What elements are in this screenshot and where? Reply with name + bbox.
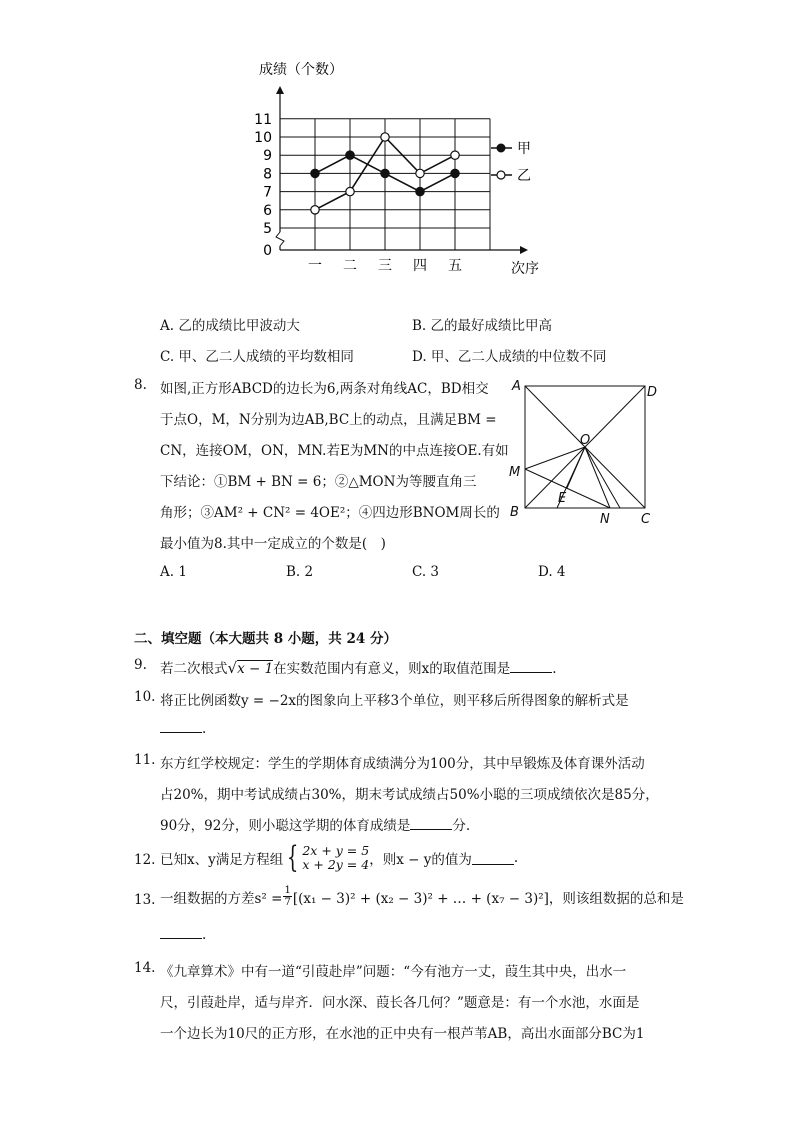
q8-option-c: C. 3 [412,564,440,580]
equation-1: 2x + y = 5 [302,843,370,858]
q14-line-3: 一个边长为10尺的正方形，在水池的正中央有一根芦苇AB，高出水面部分BC为1 [160,1026,645,1042]
q10-answer-line: . [160,720,206,737]
q11-line-3: 90分，92分，则小聪这学期的体育成绩是 分. [160,818,471,834]
q11-line-1: 东方红学校规定：学生的学期体育成绩满分为100分，其中早锻炼及体育课外活动 [160,756,645,772]
q14-number: 14. [134,960,156,976]
legend-marker-jia [497,144,505,152]
x-tick-label: 二 [343,258,357,274]
label-m: M [509,465,521,480]
q11-number: 11. [134,752,156,768]
data-point-jia [346,151,354,159]
square-geometry-figure [500,375,670,530]
y-axis-arrow [276,86,284,94]
data-point-yi [346,187,354,195]
q8-line-5: 角形；③AM² + CN² = 4OE²；④四边形BNOM周长的 [160,505,500,521]
q13-answer-blank[interactable] [160,926,202,939]
y-tick-label: 9 [263,148,272,165]
label-n: N [600,512,610,527]
q7-option-b: B. 乙的最好成绩比甲高 [412,318,553,334]
q13-number: 13. [134,892,156,908]
x-tick-label: 一 [308,258,322,274]
q8-line-1: 如图,正方形ABCD的边长为6,两条对角线AC，BD相交 [160,381,489,397]
y-tick-label: 10 [254,130,272,146]
y-tick-label: 6 [263,202,272,219]
label-o: O [580,433,591,448]
data-point-jia [381,169,389,177]
brace: { [287,840,299,875]
q11-line-2: 占20%，期中考试成绩占30%，期末考试成绩占50%小聪的三项成绩依次是85分， [160,787,659,803]
label-b: B [510,505,519,520]
y-tick-label: 5 [263,221,272,237]
y-tick-label: 7 [263,184,272,201]
y-tick-label: 11 [254,111,272,128]
y-tick-label: 8 [263,166,272,183]
sqrt-sign: √ [227,659,238,677]
chart-xlabel: 次序 [511,261,539,277]
q13-text: 一组数据的方差s² = $\frac{1}{7}$ [(x₁ − 3)² + (x₂ − 3)² + … + (x₇ − 3)²]，则该组数据的总和是 [160,885,684,908]
q13-answer-line: . [160,926,206,943]
score-line-chart [0,0,794,300]
q8-number: 8. [134,377,147,393]
q9-radicand: x − 1 [237,661,274,677]
q7-option-a: A. 乙的成绩比甲波动大 [160,318,300,334]
q14-line-1: 《九章算术》中有一道“引葭赴岸”问题：“今有池方一丈，葭生其中央，出水一 [160,964,627,980]
equation-system [302,844,369,872]
x-axis-arrow [520,246,528,254]
legend-label-yi: 乙 [517,168,531,184]
data-point-jia [311,169,319,177]
data-point-jia [416,187,424,195]
chart-ylabel: 成绩（个数） [259,62,343,78]
data-point-yi [451,151,459,159]
chart-legend [491,141,531,184]
q10-number: 10. [134,689,156,705]
label-a: A [512,379,521,394]
x-tick-labels [308,258,462,274]
x-tick-label: 四 [413,258,427,274]
q9-text: 若二次根式√x − 1在实数范围内有意义，则x的取值范围是 . [160,659,557,677]
q8-option-d: D. 4 [538,564,566,580]
data-point-yi [416,169,424,177]
data-point-yi [381,133,389,141]
q12-number: 12. [134,852,156,868]
fraction: $\frac{1}{7}$ [284,885,291,908]
q8-line-6: 最小值为8.其中一定成立的个数是( ) [160,536,386,552]
q9-answer-blank[interactable] [510,660,552,673]
data-point-jia [451,169,459,177]
x-tick-label: 三 [378,258,392,274]
q8-line-4: 下结论：①BM + BN = 6；②△MON为等腰直角三 [160,474,477,490]
q12-answer-blank[interactable] [472,852,514,865]
q7-option-c: C. 甲、乙二人成绩的平均数相同 [160,349,354,365]
x-tick-label: 五 [448,258,462,274]
q12-text: 已知x、y满足方程组 { 2x + y = 5 x + 2y = 4 ，则x − y的值为 . [160,840,519,875]
label-d: D [647,385,658,400]
section-heading-fill-in: 二、填空题（本大题共 8 小题，共 24 分） [134,631,397,647]
equation-2: x + 2y = 4 [302,857,370,872]
segment-on [585,447,610,508]
q8-option-b: B. 2 [286,564,314,580]
y-tick-labels [254,112,272,259]
q8-option-a: A. 1 [160,564,187,580]
label-e: E [558,491,567,506]
segment-mn [525,469,610,508]
q14-line-2: 尺，引葭赴岸，适与岸齐．问水深、葭长各几何？”题意是：有一个水池，水面是 [160,995,640,1011]
legend-label-jia: 甲 [517,141,531,157]
data-point-yi [311,206,319,214]
q7-option-d: D. 甲、乙二人成绩的中位数不同 [412,349,607,365]
q10-answer-blank[interactable] [160,720,202,733]
y-tick-label: 0 [263,243,272,259]
q11-answer-blank[interactable] [410,817,452,830]
q9-number: 9. [134,657,147,673]
q10-text: 将正比例函数y = −2x的图象向上平移3个单位，则平移后所得图象的解析式是 [160,693,629,709]
label-c: C [641,512,651,527]
q8-line-3: CN，连接OM，ON，MN.若E为MN的中点连接OE.有如 [160,443,509,459]
q8-line-2: 于点O，M，N分别为边AB,BC上的动点，且满足BM = [160,412,497,428]
legend-marker-yi [497,171,505,179]
